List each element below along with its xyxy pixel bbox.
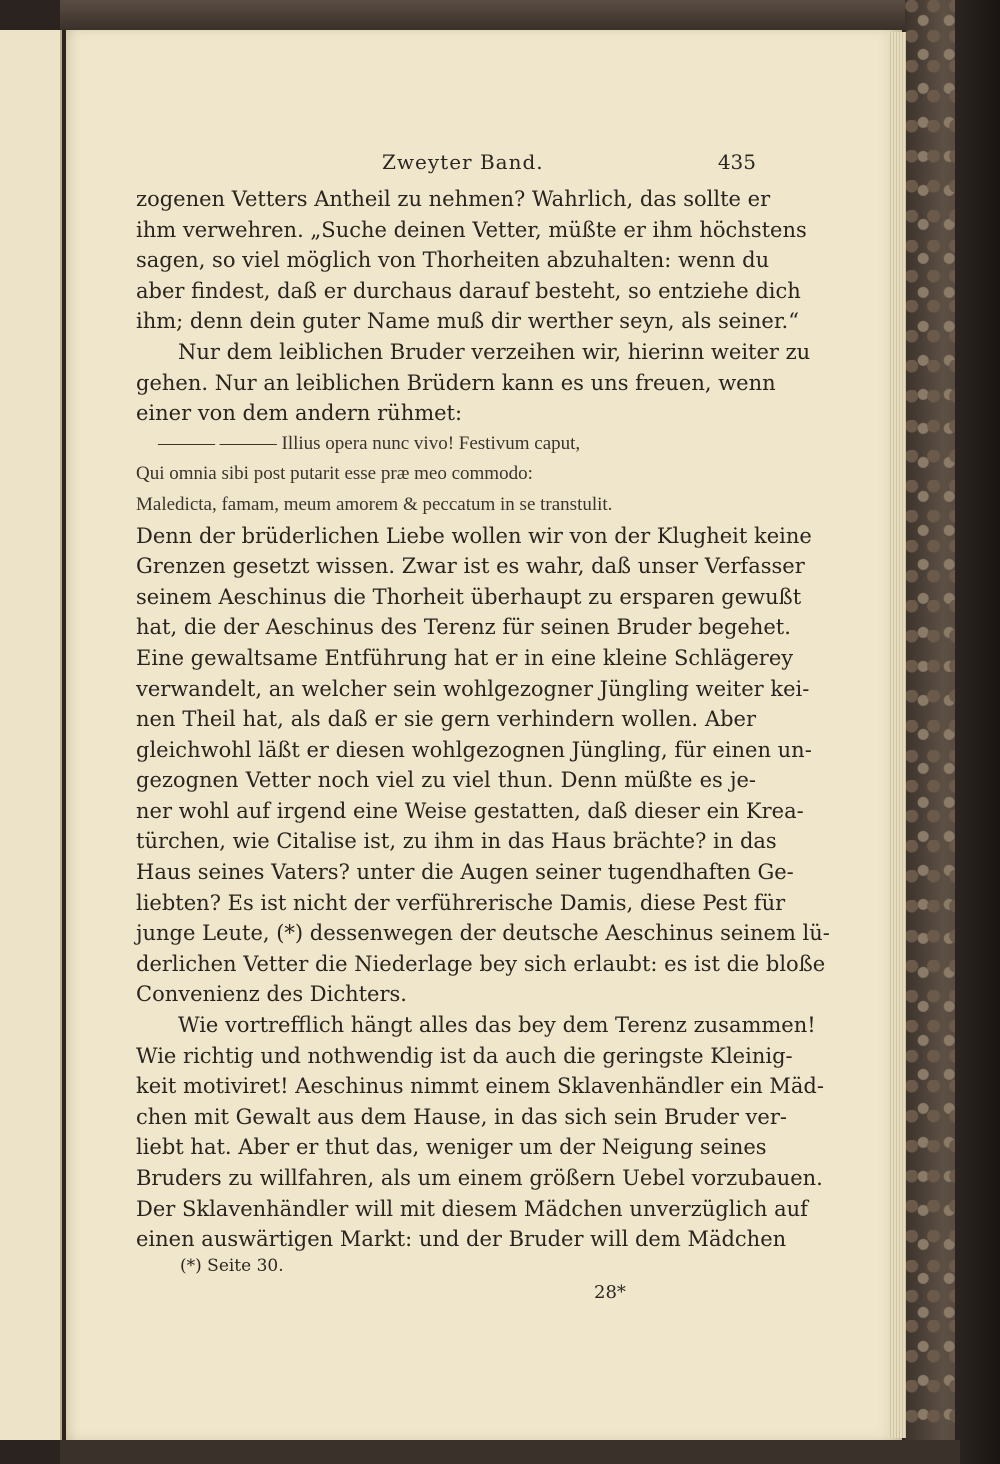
text-line: chen mit Gewalt aus dem Hause, in das sich sein Bruder ver-: [136, 1104, 787, 1129]
text-line: Bruders zu willfahren, als um einem größern Uebel vorzubauen.: [136, 1166, 823, 1190]
footnote: (*) Seite 30.: [180, 1256, 284, 1276]
page-number: 435: [717, 150, 756, 174]
text-line: gehen. Nur an leiblichen Brüdern kann es uns freuen, wenn: [136, 370, 776, 395]
verse-line: ——— ——— Illius opera nunc vivo! Festivum caput,: [158, 432, 581, 454]
text-line: Denn der brüderlichen Liebe wollen wir von der Klugheit keine: [136, 523, 812, 548]
verse-line: Qui omnia sibi post putarit esse præ meo commodo:: [136, 463, 533, 485]
text-line: einen auswärtigen Markt: und der Bruder will dem Mädchen: [136, 1227, 787, 1252]
text-line: einer von dem andern rühmet:: [136, 401, 463, 426]
text-line: liebten? Es ist nicht der verführerische Damis, diese Pest für: [136, 890, 786, 915]
text-line: Haus seines Vaters? unter die Augen seiner tugendhaften Ge-: [136, 860, 794, 885]
verse-line: Maledicta, famam, meum amorem & peccatum in se transtulit.: [136, 493, 613, 515]
text-line: gleichwohl läßt er diesen wohlgezognen Jüngling, für einen un-: [136, 737, 812, 762]
text-line: hat, die der Aeschinus des Terenz für seinen Bruder begehet.: [136, 615, 791, 640]
text-line: junge Leute, (*) dessenwegen der deutsche Aeschinus seinem lü-: [136, 921, 830, 946]
running-header: [136, 150, 756, 180]
text-line: verwandelt, an welcher sein wohlgezogner Jüngling weiter kei-: [136, 676, 810, 701]
text-line: nen Theil hat, als daß er sie gern verhindern wollen. Aber: [136, 707, 756, 732]
text-line: türchen, wie Citalise ist, zu ihm in das Haus brächte? in das: [136, 829, 777, 854]
binding-bottom: [60, 1440, 960, 1464]
text-line: Convenienz des Dichters.: [136, 982, 407, 1007]
text-line: zogenen Vetters Antheil zu nehmen? Wahrlich, das sollte er: [136, 187, 771, 211]
cover-edge: [955, 0, 1000, 1464]
text-line: seinem Aeschinus die Thorheit überhaupt zu ersparen gewußt: [136, 584, 802, 609]
body-text: [136, 184, 830, 1255]
text-line: Wie vortrefflich hängt alles das bey dem Terenz zusammen!: [178, 1013, 816, 1038]
previous-page-edge: [0, 30, 62, 1440]
page-stack-edges: [888, 32, 906, 1438]
text-line: Der Sklavenhändler will mit diesem Mädchen unverzüglich auf: [136, 1196, 808, 1221]
text-line: aber findest, daß er durchaus darauf besteht, so entziehe dich: [136, 278, 801, 303]
text-line: Nur dem leiblichen Bruder verzeihen wir, hierinn weiter zu: [178, 339, 811, 364]
text-line: Wie richtig und nothwendig ist da auch die geringste Kleinig-: [136, 1043, 793, 1068]
text-line: sagen, so viel möglich von Thorheiten abzuhalten: wenn du: [136, 248, 770, 273]
running-title: Zweyter Band.: [382, 150, 544, 174]
text-line: ihm; denn dein guter Name muß dir werther seyn, als seiner.“: [136, 309, 799, 334]
binding-top: [60, 0, 960, 30]
text-line: Eine gewaltsame Entführung hat er in eine kleine Schlägerey: [136, 645, 794, 670]
text-line: derlichen Vetter die Niederlage bey sich erlaubt: es ist die bloße: [136, 951, 826, 976]
signature-mark: 28*: [594, 1282, 626, 1303]
text-line: ihm verwehren. „Suche deinen Vetter, müßte er ihm höchstens: [136, 217, 807, 242]
text-line: ner wohl auf irgend eine Weise gestatten, daß dieser ein Krea-: [136, 798, 804, 823]
text-line: liebt hat. Aber er thut das, weniger um der Neigung seines: [136, 1135, 767, 1160]
text-line: keit motiviret! Aeschinus nimmt einem Sklavenhändler ein Mäd-: [136, 1074, 824, 1099]
text-line: Grenzen gesetzt wissen. Zwar ist es wahr, daß unser Verfasser: [136, 554, 805, 579]
text-line: gezognen Vetter noch viel zu viel thun. Denn müßte es je-: [136, 768, 756, 793]
